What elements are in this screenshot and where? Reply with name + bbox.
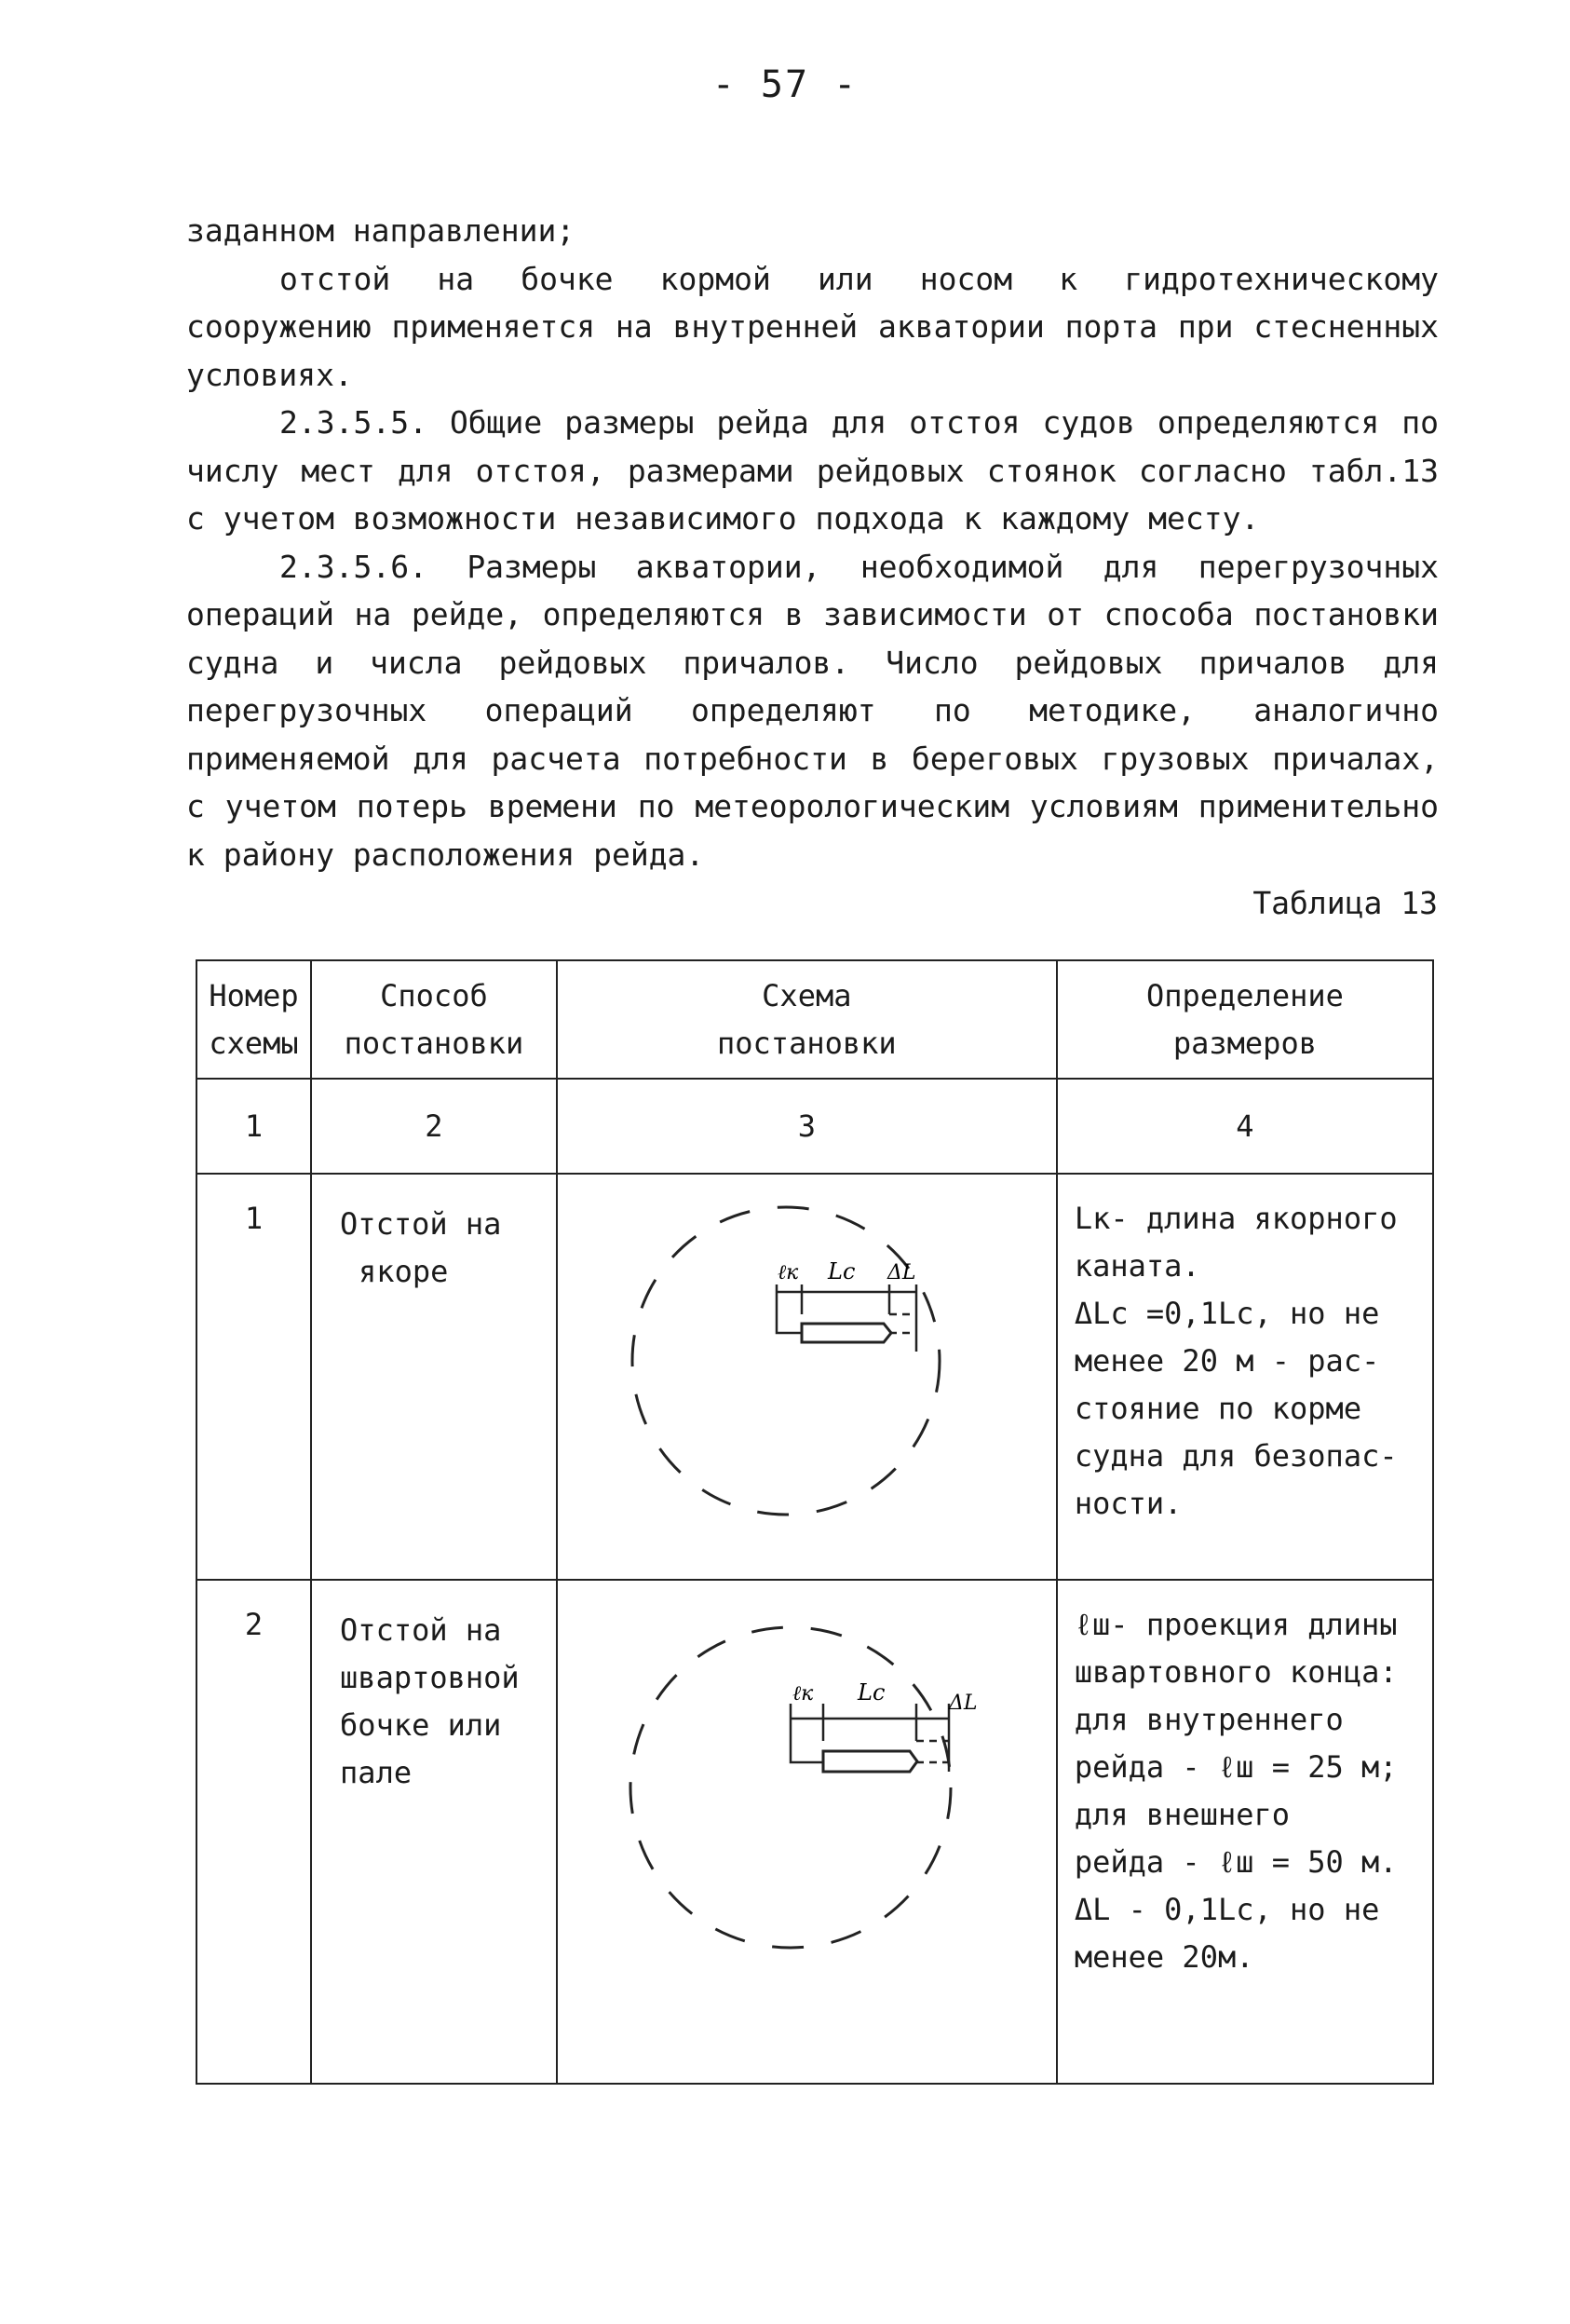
label-anchor-length: ℓк bbox=[777, 1261, 799, 1284]
definition-line: Lк- длина якорного bbox=[1074, 1201, 1398, 1236]
header-line: схемы bbox=[209, 1025, 299, 1061]
column-number: 3 bbox=[557, 1079, 1057, 1174]
header-line: постановки bbox=[717, 1025, 897, 1061]
column-number: 1 bbox=[196, 1079, 311, 1174]
header-line: размеров bbox=[1172, 1025, 1317, 1061]
definition-line: ΔLc =0,1Lc, но не bbox=[1074, 1296, 1380, 1331]
definition-line: судна для безопас- bbox=[1074, 1438, 1398, 1474]
ship-hull-shape bbox=[823, 1751, 917, 1772]
method-line: пале bbox=[340, 1755, 413, 1790]
method-line: Отстой на bbox=[340, 1206, 502, 1242]
definition-line: ℓш- проекция длины bbox=[1074, 1607, 1398, 1642]
paragraph-4: 2.3.5.6. Размеры акватории, необходимой для перегрузочных операций на рейде, определяются в зависимости от способа постановки судна и числа рейдовых причалов. Число рейдовых причалов для перегрузочных операций определяют по методике, аналогично применяемой для расчета потребности в береговых грузовых причалах, с учетом потерь времени по метеорологическим условиям применительно к району расположения рейда. bbox=[186, 548, 1439, 873]
row-definition bbox=[1057, 1174, 1433, 1580]
definition-line: ΔL - 0,1Lc, но не bbox=[1074, 1892, 1380, 1927]
anchorage-table bbox=[196, 959, 1434, 2085]
header-line: Схема bbox=[762, 977, 852, 1013]
row-method bbox=[311, 1174, 557, 1580]
label-mooring-length: ℓк bbox=[792, 1682, 814, 1706]
row-scheme bbox=[557, 1174, 1057, 1580]
label-delta-length: ΔL bbox=[887, 1261, 916, 1284]
swing-circle bbox=[632, 1207, 940, 1515]
definition-line: менее 20 м - рас- bbox=[1074, 1343, 1380, 1379]
definition-line: рейда - ℓш = 50 м. bbox=[1074, 1844, 1398, 1880]
buoy-scheme-diagram bbox=[558, 1581, 1056, 2056]
column-number-row bbox=[196, 1079, 1433, 1174]
label-ship-length: Lc bbox=[827, 1258, 856, 1284]
header-scheme-number bbox=[196, 960, 311, 1079]
header-line: Определение bbox=[1145, 977, 1344, 1013]
paragraph-2: отстой на бочке кормой или носом к гидротехническому сооружению применяется на внутренней акватории порта при стесненных условиях. bbox=[186, 260, 1439, 393]
table-header-row bbox=[196, 960, 1433, 1079]
header-definition bbox=[1057, 960, 1433, 1079]
anchor-scheme-diagram bbox=[558, 1175, 1056, 1552]
table-caption: Таблица 13 bbox=[1252, 885, 1438, 921]
ship-hull-shape bbox=[802, 1324, 891, 1342]
column-number: 2 bbox=[311, 1079, 557, 1174]
row-number: 1 bbox=[196, 1174, 311, 1580]
row-number: 2 bbox=[196, 1580, 311, 2084]
definition-line: для внешнего bbox=[1074, 1797, 1291, 1832]
paragraph-3: 2.3.5.5. Общие размеры рейда для отстоя судов определяются по числу мест для отстоя, размерами рейдовых стоянок согласно табл.13 с учетом возможности независимого подхода к каждому месту. bbox=[186, 404, 1439, 537]
method-line: бочке или bbox=[340, 1707, 502, 1743]
header-line: постановки bbox=[344, 1025, 524, 1061]
page-number: - 57 - bbox=[711, 63, 859, 106]
header-scheme bbox=[557, 960, 1057, 1079]
swing-circle bbox=[630, 1627, 951, 1948]
definition-line: швартовного конца: bbox=[1074, 1654, 1398, 1690]
method-line: якоре bbox=[359, 1254, 449, 1289]
row-scheme bbox=[557, 1580, 1057, 2084]
definition-line: рейда - ℓш = 25 м; bbox=[1074, 1749, 1398, 1785]
definition-line: менее 20м. bbox=[1074, 1939, 1254, 1975]
table-row bbox=[196, 1580, 1433, 2084]
paragraph-1: заданном направлении; bbox=[186, 212, 575, 249]
table-row bbox=[196, 1174, 1433, 1580]
definition-line: для внутреннего bbox=[1074, 1702, 1344, 1737]
body-text bbox=[186, 207, 1439, 878]
definition-line: каната. bbox=[1074, 1248, 1200, 1284]
definition-line: ности. bbox=[1074, 1486, 1183, 1521]
header-line: Способ bbox=[380, 977, 488, 1013]
method-line: швартовной bbox=[340, 1660, 520, 1695]
method-line: Отстой на bbox=[340, 1612, 502, 1648]
column-number: 4 bbox=[1057, 1079, 1433, 1174]
row-method bbox=[311, 1580, 557, 2084]
label-ship-length: Lc bbox=[857, 1679, 886, 1706]
ship-dimension-lines bbox=[791, 1704, 949, 1772]
header-line: Номер bbox=[209, 977, 299, 1013]
header-method bbox=[311, 960, 557, 1079]
label-delta-length: ΔL bbox=[948, 1692, 978, 1715]
row-definition bbox=[1057, 1580, 1433, 2084]
definition-line: стояние по корме bbox=[1074, 1391, 1362, 1426]
